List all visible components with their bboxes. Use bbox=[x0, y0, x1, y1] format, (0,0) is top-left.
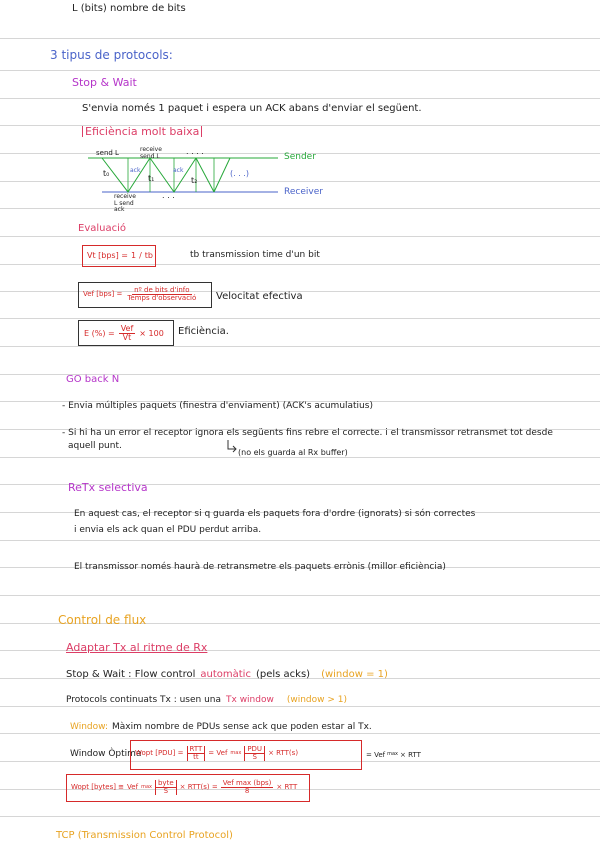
stop-wait-desc: S'envia només 1 paquet i espera un ACK abans d'enviar el següent. bbox=[82, 103, 422, 114]
goback-title: GO back N bbox=[66, 374, 120, 385]
vef-num: nº de bits d'info bbox=[134, 286, 190, 294]
eff-tail: × 100 bbox=[139, 328, 164, 338]
goback-note: (no els guarda al Rx buffer) bbox=[238, 448, 348, 457]
diagram-dots-top: . . . . bbox=[186, 147, 204, 156]
vef-note: Velocitat efectiva bbox=[216, 291, 303, 302]
flux-sw-window: (window = 1) bbox=[321, 669, 388, 680]
section-title-protocols: 3 tipus de protocols: bbox=[50, 48, 173, 62]
stop-wait-title: Stop & Wait bbox=[72, 76, 137, 89]
wopt-bytes-mid: Vef bbox=[127, 783, 139, 791]
flux-window-desc: Màxim nombre de PDUs sense ack que poden estar al Tx. bbox=[112, 722, 372, 732]
efficiency-label: Eficiència molt baixa bbox=[82, 126, 202, 137]
vef-den: Temps d'observació bbox=[127, 294, 197, 302]
wopt-bytes-sup: max bbox=[141, 784, 152, 790]
diagram-receiver-label: Receiver bbox=[284, 187, 323, 197]
diagram-ack-1: ack bbox=[130, 167, 141, 174]
retx-line-1: En aquest cas, el receptor si q guarda els paquets fora d'ordre (ignorats) si són correctes bbox=[74, 509, 476, 519]
eff-lhs: E (%) = bbox=[84, 328, 115, 338]
arrow-hook-icon bbox=[226, 440, 238, 454]
flux-pc-window: Tx window bbox=[226, 695, 274, 705]
wopt-pdu-f2-num: PDU bbox=[247, 745, 263, 753]
vt-den: tb bbox=[144, 251, 153, 260]
wopt-pdu-lhs: Wopt [PDU] = bbox=[135, 749, 184, 757]
wopt-bytes-lhs: Wopt [bytes] ≅ bbox=[71, 783, 125, 791]
diagram-ellipsis: (. . .) bbox=[230, 169, 249, 178]
wopt-pdu-after-text: = Vef bbox=[366, 751, 386, 759]
eff-num: Vef bbox=[120, 324, 134, 333]
wopt-pdu-sup: max bbox=[230, 750, 242, 756]
diagram-sender-label: Sender bbox=[284, 152, 316, 162]
vt-formula-box: Vt [bps] = 1 / tb bbox=[82, 245, 156, 267]
partial-line-text: L (bits) nombre de bits bbox=[72, 3, 186, 14]
wopt-pdu-after-sup: max bbox=[387, 751, 399, 757]
wopt-bytes-tail: × RTT(s) = bbox=[179, 783, 218, 791]
diagram-send-label: send L bbox=[96, 149, 119, 157]
wopt-pdu-f2-den: S bbox=[252, 753, 257, 761]
tcp-title: TCP (Transmission Control Protocol) bbox=[56, 830, 233, 841]
goback-bullet-1: - Envia múltiples paquets (finestra d'enviament) (ACK's acumulatius) bbox=[62, 401, 373, 411]
goback-bullet-2: - Si hi ha un error el receptor ignora els següents fins rebre el correcte. i el transmissor retransmet tot desde bbox=[62, 428, 553, 438]
wopt-bytes-f2-den: 8 bbox=[244, 787, 250, 795]
flux-sw-prefix: Stop & Wait : Flow control bbox=[66, 669, 196, 680]
wopt-pdu-box bbox=[130, 740, 362, 770]
flux-optimal-label: Window Òptima bbox=[70, 749, 142, 759]
wopt-pdu-after-tail: × RTT bbox=[400, 751, 421, 759]
flux-sw-acks: (pels acks) bbox=[255, 669, 311, 680]
diagram-dots-bottom: . . . bbox=[162, 191, 175, 200]
wopt-pdu-f1-den: tt bbox=[193, 753, 199, 761]
wopt-pdu-tail: × RTT(s) bbox=[268, 749, 299, 757]
flux-title: Control de flux bbox=[58, 613, 147, 627]
flux-window-label: Window: bbox=[70, 722, 109, 732]
diagram-receive-label: receive send L bbox=[140, 146, 162, 160]
vef-formula-box bbox=[78, 282, 212, 308]
flux-protocols-line bbox=[66, 696, 347, 705]
goback-bullet-2-cont: aquell punt. bbox=[68, 441, 122, 451]
retx-line-3: El transmissor només haurà de retransmetre els paquets errònis (millor eficiència) bbox=[74, 562, 446, 572]
wopt-bytes-box bbox=[66, 774, 310, 802]
vt-lhs: Vt [bps] = bbox=[87, 251, 128, 260]
wopt-pdu-f1-num: RTT bbox=[189, 745, 203, 753]
flux-subtitle: Adaptar Tx al ritme de Rx bbox=[66, 641, 208, 654]
flux-pc-window2: (window > 1) bbox=[286, 695, 348, 705]
diagram-t1: t₁ bbox=[148, 174, 155, 183]
wopt-bytes-f1-den: S bbox=[163, 787, 169, 795]
frame-path-3 bbox=[196, 158, 214, 192]
retx-line-2: i envia els ack quan el PDU perdut arriba. bbox=[74, 525, 262, 535]
wopt-bytes-f2-num: Vef max (bps) bbox=[222, 779, 272, 787]
retx-title: ReTx selectiva bbox=[68, 481, 148, 494]
diagram-ack-2: ack bbox=[173, 167, 184, 174]
diagram-t2: t₂ bbox=[191, 176, 198, 185]
flux-stopwait-line bbox=[66, 670, 388, 680]
eff-note: Eficiència. bbox=[178, 326, 229, 337]
vef-lhs: Vef [bps] = bbox=[83, 290, 123, 298]
frame-path-2 bbox=[150, 158, 196, 192]
evaluation-title: Evaluació bbox=[78, 223, 127, 234]
wopt-pdu-after bbox=[366, 752, 421, 759]
vt-num: 1 bbox=[130, 251, 137, 260]
diagram-t0: t₀ bbox=[103, 169, 110, 178]
eff-den: Vt bbox=[122, 333, 132, 342]
flux-sw-auto: automàtic bbox=[200, 669, 251, 680]
eff-formula-box bbox=[78, 320, 174, 346]
wopt-bytes-end: × RTT bbox=[276, 783, 298, 791]
vt-note: tb transmission time d'un bit bbox=[190, 250, 320, 260]
wopt-pdu-mid: = Vef bbox=[208, 749, 228, 757]
flux-window-line bbox=[70, 723, 372, 732]
flux-pc-prefix: Protocols continuats Tx : usen una bbox=[66, 695, 222, 705]
wopt-bytes-f1-num: byte bbox=[157, 779, 174, 787]
frame-path-4 bbox=[214, 158, 230, 192]
diagram-receive2-label: receive L send ack bbox=[114, 193, 136, 214]
